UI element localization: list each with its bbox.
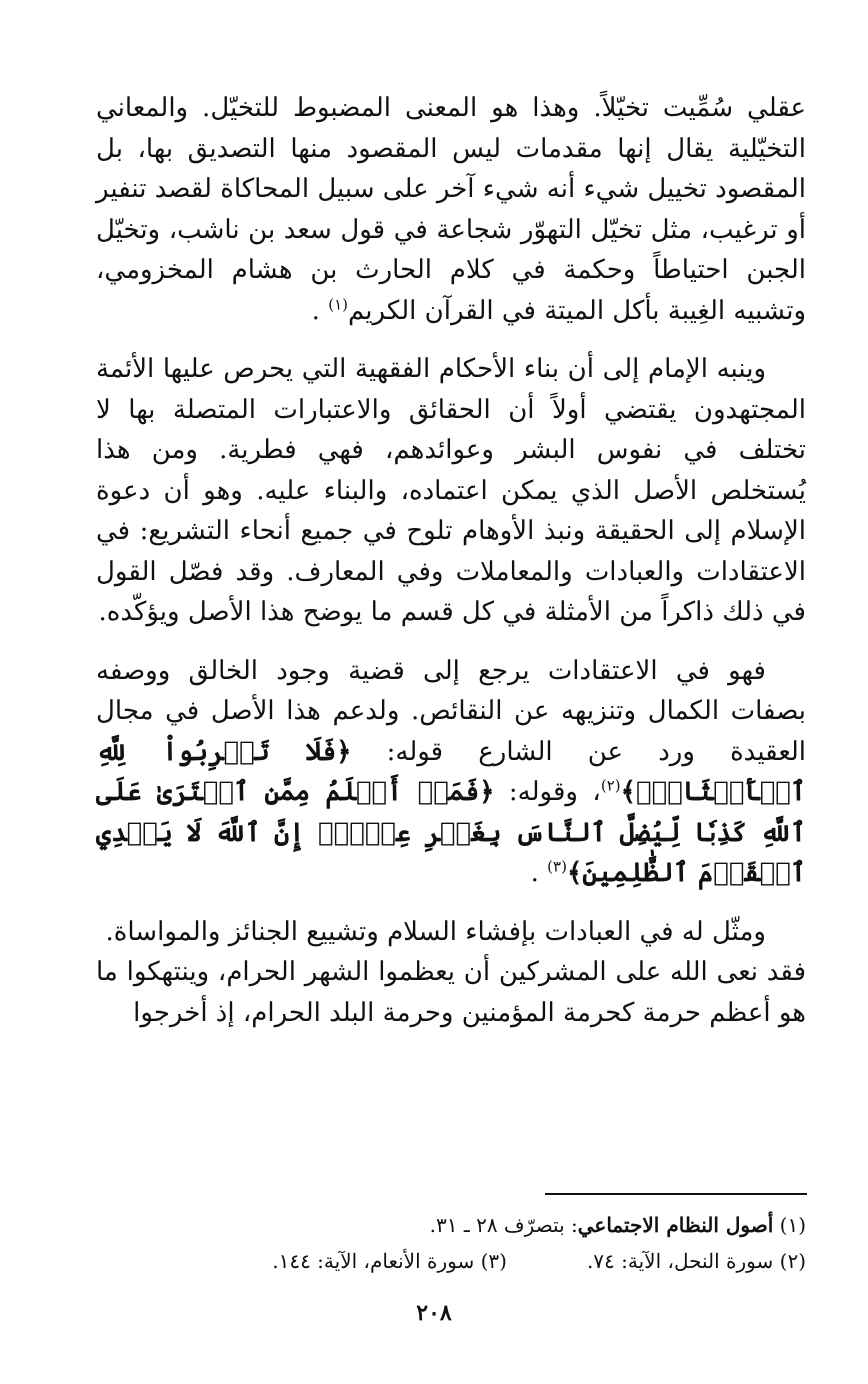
paragraph-3-connector: ، وقوله:: [508, 777, 601, 807]
paragraph-3: [96, 651, 806, 894]
footnote-1-title: أصول النظام الاجتماعي: [577, 1213, 774, 1237]
footnote-3: (٣) سورة الأنعام، الآية: ١٤٤.: [272, 1249, 507, 1273]
footnote-ref-2: (٢): [600, 776, 621, 795]
paragraph-1-end: .: [311, 295, 320, 326]
paragraph-3-text: فهو في الاعتقادات يرجع إلى قضية وجود الخالق ووصفه بصفات الكمال وتنزيهه عن النقائص. ولدعم هذا الأصل في مجال العقيدة ورد عن الشارع قوله:: [96, 655, 807, 767]
paragraph-4-text: ومثّل له في العبادات بإفشاء السلام وتشييع الجنائز والمواساة.: [105, 916, 766, 947]
paragraph-2: [96, 349, 806, 633]
paragraph-1-text: عقلي سُمِّيت تخيّلاً. وهذا هو المعنى المضبوط للتخيّل. والمعاني التخيّلية يقال إنها مقدمات ليس المقصود منها التصديق بها، بل المقصود تخييل شيء أنه شيء آخر على سبيل المحاكاة لقصد تنفير أو ترغيب، مثل تخيّل التهوّر شجاعة في قول سعد بن ناشب، وتخيّل الجبن احتياطاً وحكمة في كلام الحارث بن هشام المخزومي، وتشبيه الغِيبة بأكل الميتة في القرآن الكريم: [96, 93, 806, 326]
paragraph-4: [96, 912, 806, 1034]
footnote-ref-1: (١): [328, 294, 348, 313]
footnote-divider: [545, 1193, 807, 1195]
page-number: ٢٠٨: [416, 1300, 452, 1326]
paragraph-2-text: وينبه الإمام إلى أن بناء الأحكام الفقهية التي يحرص عليها الأئمة المجتهدون يقتضي أولاً أن الحقائق والاعتبارات المتصلة بها لا تختلف في نفوس البشر وعوائدهم، فهي فطرية. ومن هذا يُستخلص الأصل الذي يمكن اعتماده، والبناء عليه. وهو أن دعوة الإسلام إلى الحقيقة ونبذ الأوهام تلوح في جميع أنحاء التشريع: في الاعتقادات والعبادات والمعاملات وفي المعارف. وقد فصّل القول في ذلك ذاكراً من الأمثلة في كل قسم ما يوضح هذا الأصل ويؤكّده.: [96, 354, 806, 627]
paragraph-1: [96, 88, 806, 331]
footnotes: [96, 1207, 806, 1279]
footnote-2: (٢) سورة النحل، الآية: ٧٤.: [586, 1249, 806, 1273]
paragraph-3-end: .: [530, 858, 539, 888]
footnote-1-number: (١): [779, 1213, 806, 1237]
quran-verse-1: ﴿فَلَا تَضۡرِبُواْ لِلَّهِ ٱلۡأَمۡثَالَۚ﴾: [96, 736, 807, 807]
quran-verse-2: ﴿فَمَنۡ أَظۡلَمُ مِمَّنِ ٱفۡتَرَىٰ عَلَى ٱللَّهِ كَذِبٗا لِّيُضِلَّ ٱلنَّاسَ بِغَيۡرِ عِلۡمٍۚ إِنَّ ٱللَّهَ لَا يَهۡدِي ٱلۡقَوۡمَ ٱلظَّٰلِمِينَ﴾: [96, 777, 806, 888]
paragraph-5-text: فقد نعى الله على المشركين أن يعظموا الشهر الحرام، وينتهكوا ما هو أعظم حرمة كحرمة المؤمنين وحرمة البلد الحرام، إذ أخرجوا: [96, 957, 807, 1028]
footnote-1-detail: : بتصرّف ٢٨ ـ ٣١.: [429, 1213, 578, 1237]
footnote-2-3: [96, 1243, 806, 1279]
footnote-ref-3: (٣): [547, 857, 567, 876]
footnote-1: [96, 1207, 806, 1243]
main-text: [96, 88, 806, 1033]
